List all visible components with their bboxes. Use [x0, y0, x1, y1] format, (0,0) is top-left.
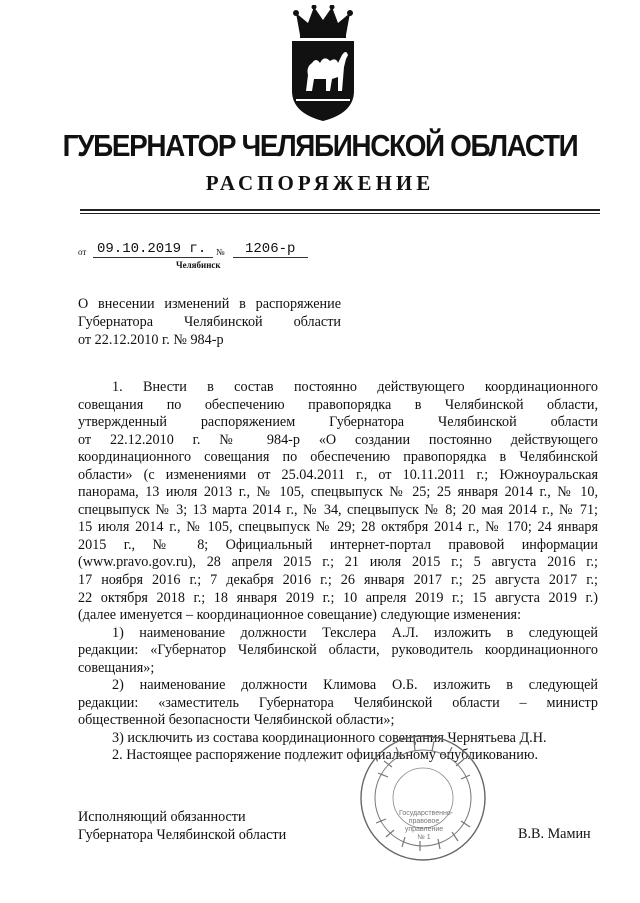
document-number: 1206-р	[245, 241, 296, 257]
body-line: 2015 г., № 8; Официальный интернет-портал правовой информации	[78, 536, 598, 553]
body-line: от 22.12.2010 г. № 984-р «О создании постоянно действующего	[78, 431, 598, 448]
document-heading: ГУБЕРНАТОР ЧЕЛЯБИНСКОЙ ОБЛАСТИ	[62, 128, 578, 163]
number-underline	[233, 257, 308, 258]
body-line: 15 июля 2014 г., № 105, спецвыпуск № 29; 28 октября 2014 г., № 170; 24 января	[78, 519, 598, 536]
date-prefix: от	[78, 247, 87, 257]
signatory-position-line: Исполняющий обязанности	[78, 809, 246, 825]
body-line: панорама, 13 июля 2013 г., № 105, спецвыпуск № 25; 25 января 2014 г., № 10,	[78, 484, 598, 501]
body-line: редакции: «Губернатор Челябинской области, руководитель координационного	[78, 642, 598, 659]
document-date: 09.10.2019 г.	[97, 241, 207, 257]
body-line: (далее именуется – координационное совещание) следующие изменения:	[78, 607, 522, 624]
body-line: утвержденный распоряжением Губернатора Челябинской области	[78, 414, 598, 431]
signatory-position-line: Губернатора Челябинской области	[78, 827, 287, 843]
document-subject	[78, 295, 341, 349]
subject-line: Губернатора Челябинской области	[78, 314, 341, 330]
body-line: 2. Настоящее распоряжение подлежит официальному опубликованию.	[112, 747, 539, 764]
body-line: координационного совещания по обеспечению правопорядка в Челябинской	[78, 449, 598, 466]
document-type: РАСПОРЯЖЕНИЕ	[205, 171, 435, 195]
body-line: совещания»;	[78, 659, 155, 676]
stamp-text: Государственно- правовое управление № 1	[399, 810, 454, 841]
body-line: 1. Внести в состав постоянно действующего координационного	[112, 379, 598, 395]
body-line: (www.pravo.gov.ru), 28 апреля 2015 г.; 21 июля 2015 г.; 5 августа 2016 г.;	[78, 554, 598, 571]
body-line: спецвыпуск № 3; 13 марта 2014 г., № 34, спецвыпуск № 8; 20 мая 2014 г., № 71;	[78, 501, 598, 518]
document-body	[78, 379, 598, 765]
signatory-name: В.В. Мамин	[518, 826, 591, 842]
header-rule	[80, 209, 600, 211]
signatory-position	[78, 808, 286, 844]
body-line: 22 октября 2018 г.; 18 января 2019 г.; 10 апреля 2019 г.; 15 августа 2019 г.)	[78, 589, 598, 606]
body-line: редакции: «заместитель Губернатора Челябинской области – министр	[78, 694, 598, 711]
date-underline	[93, 257, 213, 258]
official-stamp-icon	[358, 733, 488, 863]
header-rule-thin	[80, 213, 600, 214]
city-label: Челябинск	[176, 260, 221, 270]
body-line: 2) наименование должности Климова О.Б. изложить в следующей	[112, 677, 598, 694]
body-line: 1) наименование должности Текслера А.Л. изложить в следующей	[112, 624, 598, 641]
body-line: 17 ноября 2016 г.; 7 декабря 2016 г.; 26 января 2017 г.; 25 августа 2017 г.;	[78, 572, 598, 589]
body-line: совещания по обеспечению правопорядка в Челябинской области,	[78, 396, 598, 413]
body-line: области» (с изменениями от 25.04.2011 г., от 10.11.2011 г.; Южноуральская	[78, 466, 598, 483]
number-sign: №	[216, 247, 225, 257]
subject-line: О внесении изменений в распоряжение	[78, 296, 341, 312]
subject-line: от 22.12.2010 г. № 984-р	[78, 332, 224, 348]
body-line: общественной безопасности Челябинской области»;	[78, 712, 395, 729]
coat-of-arms-icon	[286, 5, 360, 123]
dateline	[75, 241, 355, 261]
body-line: 3) исключить из состава координационного совещания Чернятьева Д.Н.	[112, 729, 547, 746]
